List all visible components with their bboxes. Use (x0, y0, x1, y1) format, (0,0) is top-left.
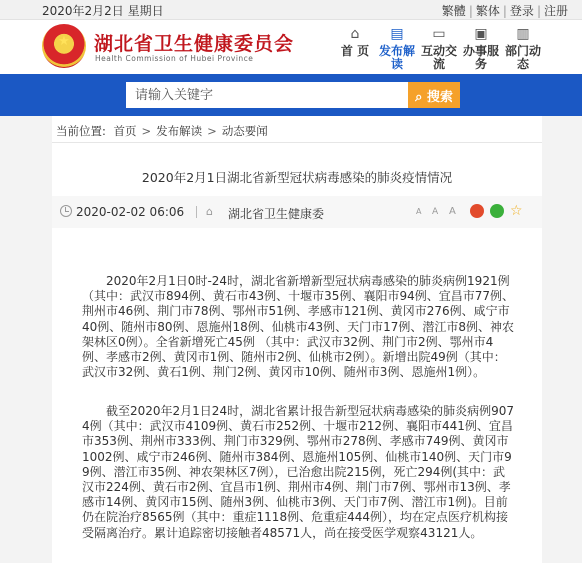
building-icon: ▥ (516, 26, 530, 42)
font-size-large[interactable]: A (449, 206, 456, 217)
article-paragraph-2: 截至2020年2月1日24时，湖北省累计报告新型冠状病毒感染的肺炎病例9074例（其中：武汉市4109例、黄石市252例、十堰市212例、襄阳市441例、宜昌市353例、荆州市333例、荆门市329例、鄂州市278例、孝感市749例、黄冈市1002例、咸宁市246例、随州市384例、恩施州105例、仙桃市140例、天门市99例、潜江市35例、神农架林区7例），已治愈出院215例，死亡294例(其中：武汉市224例、黄石市2例、宜昌市1例、荆州市4例、荆门市7例、鄂州市13例、孝感市14例、黄冈市15例、随州3例、仙桃市3例、天门市7例、潜江市1例)。目前仍在院治疗8565例（其中：重症1118例、危重症444例），均在定点医疗机构接受隔离治疗。累计追踪密切接触者48571人，尚在接受医学观察43121人。 (82, 404, 514, 540)
document-icon: ▤ (390, 26, 404, 42)
site-header (0, 20, 582, 74)
breadcrumb-prefix: 当前位置: (56, 124, 106, 138)
font-size-medium[interactable]: A (432, 207, 439, 217)
current-date: 2020年2月2日 星期日 (42, 4, 164, 18)
breadcrumb-divider (52, 142, 542, 143)
nav-interaction[interactable]: ▭ 互动交流 (420, 26, 457, 71)
nav-services[interactable]: ▣ 办事服务 (462, 26, 499, 71)
weibo-icon[interactable] (470, 204, 484, 218)
national-emblem-icon: ★ (42, 24, 86, 68)
article-source: 湖北省卫生健康委 (228, 207, 325, 221)
breadcrumb: 当前位置: 首页 > 发布解读 > 动态要闻 (56, 124, 268, 138)
home-icon: ⌂ (350, 26, 360, 42)
site-title[interactable]: 湖北省卫生健康委员会 (94, 33, 295, 55)
briefcase-icon: ▣ (474, 26, 488, 42)
login-link[interactable]: 登录 (509, 4, 534, 18)
article-paragraph-1: 2020年2月1日0时-24时，湖北省新增新型冠状病毒感染的肺炎病例1921例（其中：武汉市894例、黄石市43例、十堰市35例、襄阳市94例、宜昌市77例、荆州市46例、荆门市78例、鄂州市51例、孝感市121例、黄冈市276例、咸宁市40例、随州市80例、恩施州18例、仙桃市43例、天门市17例、潜江市8例、神农架林区0例）。全省新增死亡45例 （其中：武汉市32例、荆门市2例、鄂州市4例、孝感市2例、黄冈市1例、随州市2例、仙桃市2例）。新增出院49例（其中：武汉市32例、黄石1例、荆门2例、黄冈市10例、随州市3例、恩施州1例）。 (82, 274, 514, 380)
top-bar (0, 0, 582, 20)
breadcrumb-home[interactable]: 首页 (113, 124, 137, 138)
favorite-star-icon[interactable]: ☆ (510, 203, 523, 219)
nav-releases[interactable]: ▤ 发布解读 (378, 26, 415, 71)
font-size-small[interactable]: A (416, 207, 422, 216)
breadcrumb-news[interactable]: 动态要闻 (221, 124, 268, 138)
register-link[interactable]: 注册 (543, 4, 568, 18)
traditional-link-2[interactable]: 繁体 (475, 4, 500, 18)
search-input[interactable] (126, 82, 408, 108)
search-button[interactable]: ⌕ 搜索 (408, 82, 460, 108)
publish-date: 2020-02-02 06:06 (76, 205, 185, 219)
article-meta (52, 196, 542, 228)
search-icon: ⌕ (415, 89, 423, 105)
nav-home[interactable]: ⌂ 首 页 (340, 26, 370, 58)
content-panel (52, 116, 542, 563)
article-title: 2020年2月1日湖北省新型冠状病毒感染的肺炎疫情情况 (141, 170, 453, 185)
wechat-icon[interactable] (490, 204, 504, 218)
traditional-link-1[interactable]: 繁體 (441, 4, 466, 18)
breadcrumb-releases[interactable]: 发布解读 (156, 124, 203, 138)
top-links: 繁體 | 繁体 | 登录 | 注册 (441, 4, 568, 18)
clock-icon (60, 205, 72, 217)
organization-icon: ⌂ (206, 205, 213, 218)
chat-icon: ▭ (432, 26, 446, 42)
site-subtitle: Health Commission of Hubei Province (95, 54, 254, 63)
search-band (0, 74, 582, 116)
nav-departments[interactable]: ▥ 部门动态 (504, 26, 541, 71)
meta-divider (196, 206, 197, 218)
